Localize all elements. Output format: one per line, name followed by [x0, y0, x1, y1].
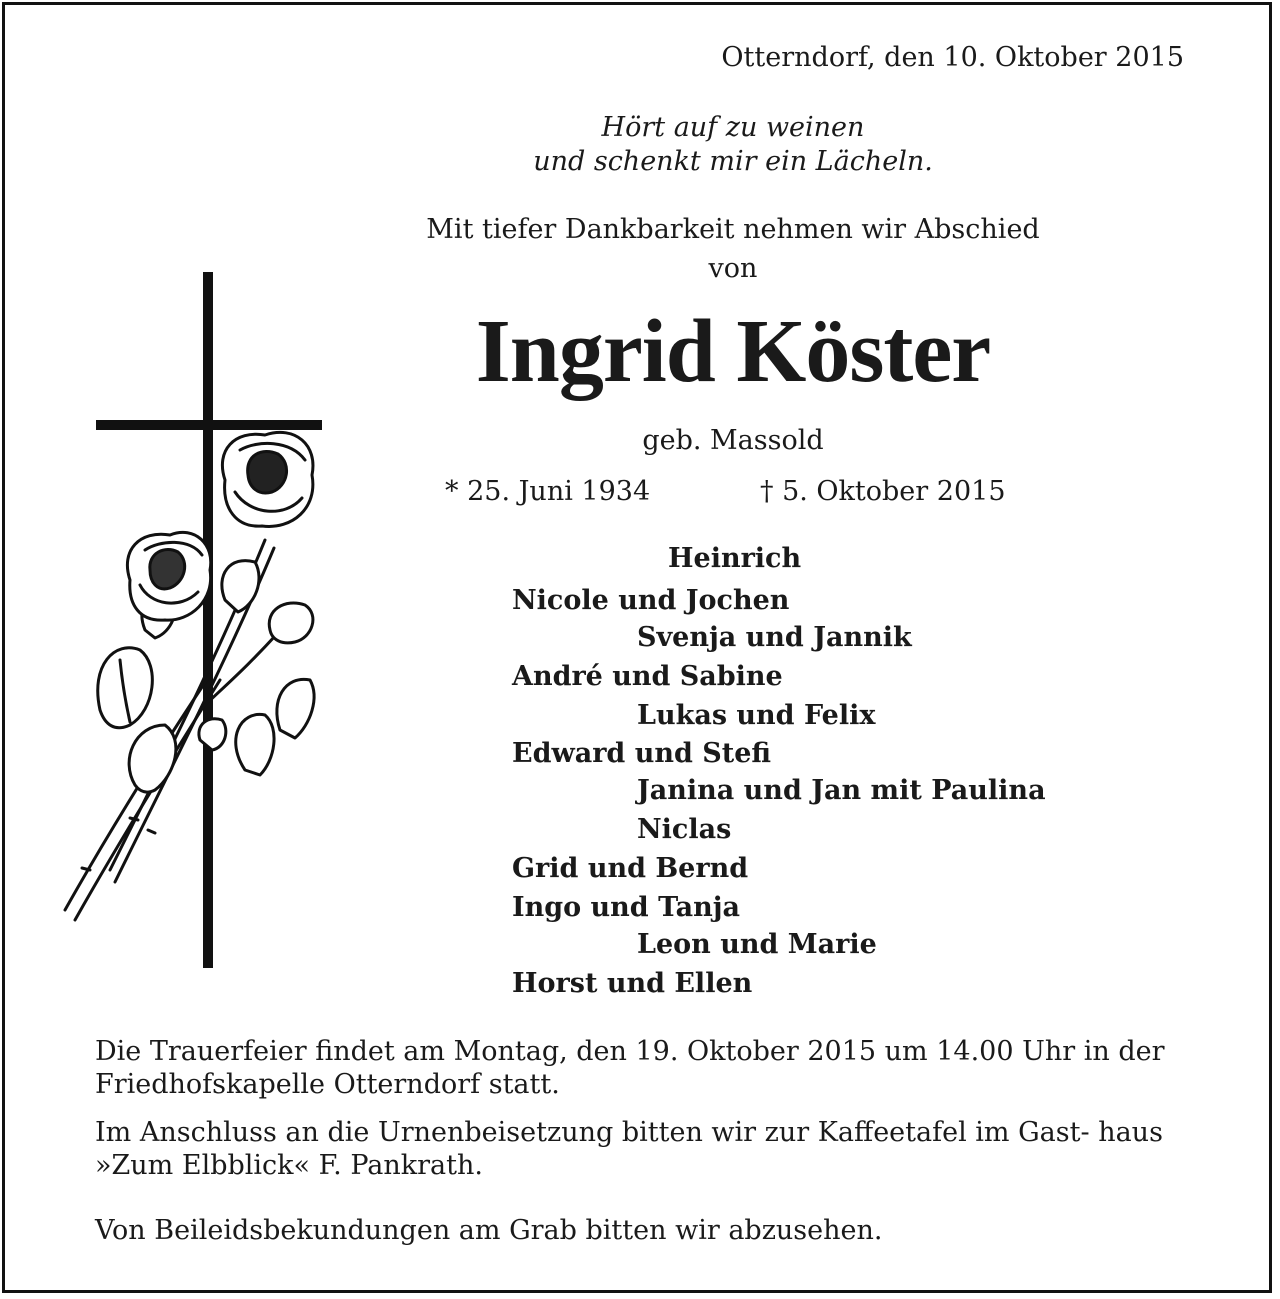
funeral-info: Die Trauerfeier findet am Montag, den 19. Oktober 2015 um 14.00 Uhr in der Friedhofskapelle Otterndorf statt. — [95, 1036, 1165, 1100]
mourner: Janina und Jan mit Paulina — [637, 775, 1046, 806]
mourner: Ingo und Tanja — [512, 892, 740, 923]
mourner: Svenja und Jannik — [637, 622, 912, 653]
deceased-name: Ingrid Köster — [475, 302, 991, 401]
mourner: Heinrich — [668, 543, 802, 574]
death-date: † 5. Oktober 2015 — [760, 476, 1006, 507]
mourner: André und Sabine — [512, 661, 783, 692]
intro-line-1: Mit tiefer Dankbarkeit nehmen wir Abschied — [426, 214, 1040, 245]
mourner: Niclas — [637, 814, 732, 845]
cross-with-roses-icon — [50, 270, 340, 970]
verse — [0, 111, 1280, 179]
intro-line-2: von — [708, 253, 758, 284]
mourner: Lukas und Felix — [637, 700, 876, 731]
place-date: Otterndorf, den 10. Oktober 2015 — [721, 42, 1184, 73]
birth-name: geb. Massold — [642, 425, 824, 456]
mourner: Leon und Marie — [637, 929, 877, 960]
verse-line-1: Hört auf zu weinen — [601, 112, 865, 143]
mourner: Edward und Stefi — [512, 738, 772, 769]
birth-date: * 25. Juni 1934 — [445, 476, 651, 507]
verse-line-2: und schenkt mir ein Lächeln. — [533, 146, 933, 177]
mourner: Grid und Bernd — [512, 853, 749, 884]
condolence-note: Von Beileidsbekundungen am Grab bitten wir abzusehen. — [95, 1215, 883, 1246]
mourner: Nicole und Jochen — [512, 585, 790, 616]
reception-info: Im Anschluss an die Urnenbeisetzung bitten wir zur Kaffeetafel im Gast- haus »Zum Elbblick« F. Pankrath. — [95, 1117, 1163, 1181]
mourner: Horst und Ellen — [512, 968, 753, 999]
